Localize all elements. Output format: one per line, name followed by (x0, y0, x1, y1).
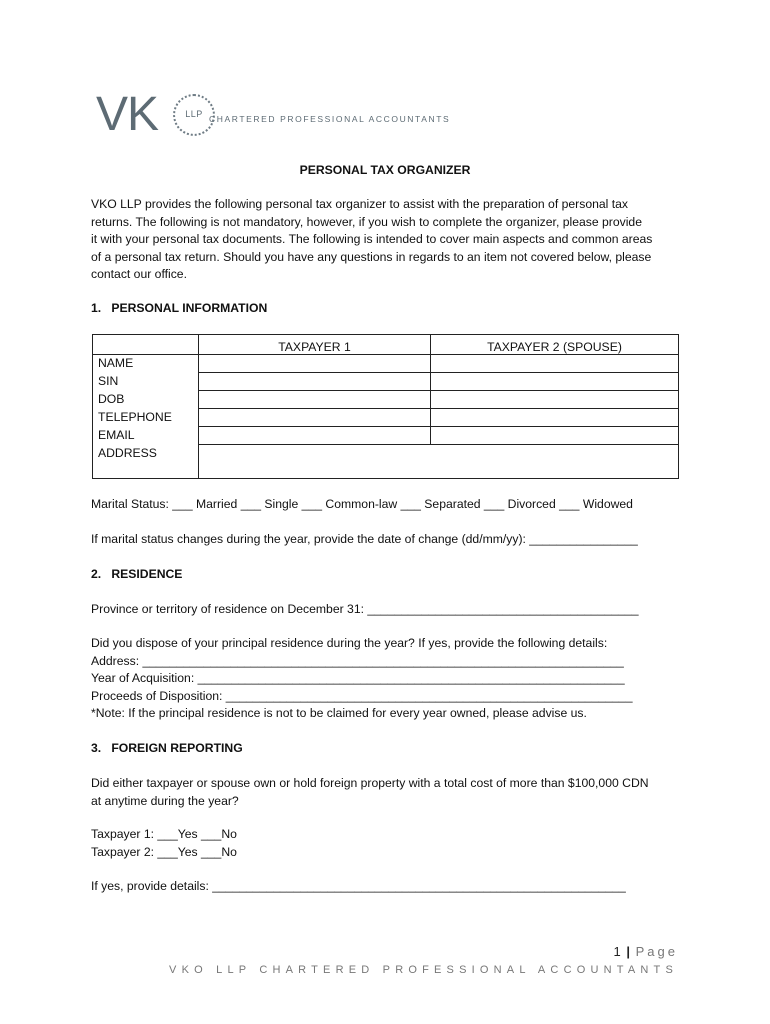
row-label-address: ADDRESS (93, 445, 199, 479)
residence-note: *Note: If the principal residence is not to be claimed for every year owned, please advise us. (91, 706, 587, 720)
name-taxpayer2-field[interactable] (431, 355, 679, 373)
intro-line: it with your personal tax documents. The following is intended to cover main aspects and common areas (91, 232, 653, 246)
table-header-row (93, 335, 679, 355)
page-word: Page (635, 944, 678, 959)
dob-taxpayer1-field[interactable] (199, 391, 431, 409)
row-label-sin: SIN (93, 373, 199, 391)
sin-taxpayer2-field[interactable] (431, 373, 679, 391)
table-header-taxpayer1: TAXPAYER 1 (199, 335, 431, 355)
footer-firm-name: VKO LLP CHARTERED PROFESSIONAL ACCOUNTANTS (169, 964, 678, 976)
year-acquisition-line: Year of Acquisition: _______________________________________________________________ (91, 671, 625, 685)
logo-ring-text: LLP (185, 109, 203, 119)
page-separator: | (626, 944, 631, 959)
row-label-name: NAME (93, 355, 199, 373)
address-field[interactable] (199, 445, 679, 479)
foreign-question: Did either taxpayer or spouse own or hold foreign property with a total cost of more than $100,000 CDN (91, 776, 649, 790)
personal-info-table (92, 334, 679, 479)
taxpayer1-answer-line: Taxpayer 1: ___Yes ___No (91, 827, 237, 841)
intro-line: returns. The following is not mandatory, however, if you wish to complete the organizer, please provide (91, 214, 642, 229)
section-heading-foreign-reporting: 3. FOREIGN REPORTING (91, 741, 243, 755)
table-header-taxpayer2: TAXPAYER 2 (SPOUSE) (431, 335, 679, 355)
email-taxpayer1-field[interactable] (199, 427, 431, 445)
company-logo (96, 88, 451, 141)
table-row (93, 373, 679, 391)
foreign-question: at anytime during the year? (91, 793, 239, 808)
logo-mark: VK (96, 88, 159, 141)
row-label-dob: DOB (93, 391, 199, 409)
section-heading-residence: 2. RESIDENCE (91, 567, 183, 581)
address-line: Address: _______________________________________________________________________ (91, 653, 624, 668)
telephone-taxpayer2-field[interactable] (431, 409, 679, 427)
proceeds-line: Proceeds of Disposition: ____________________________________________________________ (91, 688, 633, 703)
table-row (93, 445, 679, 479)
table-header-blank (93, 335, 199, 355)
table-row (93, 391, 679, 409)
foreign-details-line: If yes, provide details: _____________________________________________________________ (91, 879, 626, 893)
intro-line: of a personal tax return. Should you have any questions in regards to an item not covered below, please (91, 249, 652, 264)
row-label-telephone: TELEPHONE (93, 409, 199, 427)
page-number (614, 944, 679, 959)
page-number-value: 1 (613, 944, 622, 959)
section-heading-personal-info: 1. PERSONAL INFORMATION (91, 301, 268, 315)
intro-line: contact our office. (91, 267, 187, 281)
province-line: Province or territory of residence on December 31: ________________________________________ (91, 602, 639, 616)
row-label-email: EMAIL (93, 427, 199, 445)
table-row (93, 355, 679, 373)
name-taxpayer1-field[interactable] (199, 355, 431, 373)
logo-tagline: CHARTERED PROFESSIONAL ACCOUNTANTS (209, 114, 451, 124)
dispose-question: Did you dispose of your principal residence during the year? If yes, provide the following details: (91, 636, 608, 650)
table-row (93, 427, 679, 445)
table-row (93, 409, 679, 427)
intro-line: VKO LLP provides the following personal tax organizer to assist with the preparation of personal tax (91, 197, 629, 211)
document-title: PERSONAL TAX ORGANIZER (299, 163, 471, 177)
marital-change-line: If marital status changes during the year, provide the date of change (dd/mm/yy): ________________ (91, 532, 638, 546)
dob-taxpayer2-field[interactable] (431, 391, 679, 409)
sin-taxpayer1-field[interactable] (199, 373, 431, 391)
marital-status-line: Marital Status: ___ Married ___ Single ___ Common-law ___ Separated ___ Divorced ___ Widowed (91, 497, 633, 511)
telephone-taxpayer1-field[interactable] (199, 409, 431, 427)
email-taxpayer2-field[interactable] (431, 427, 679, 445)
taxpayer2-answer-line: Taxpayer 2: ___Yes ___No (91, 844, 237, 859)
